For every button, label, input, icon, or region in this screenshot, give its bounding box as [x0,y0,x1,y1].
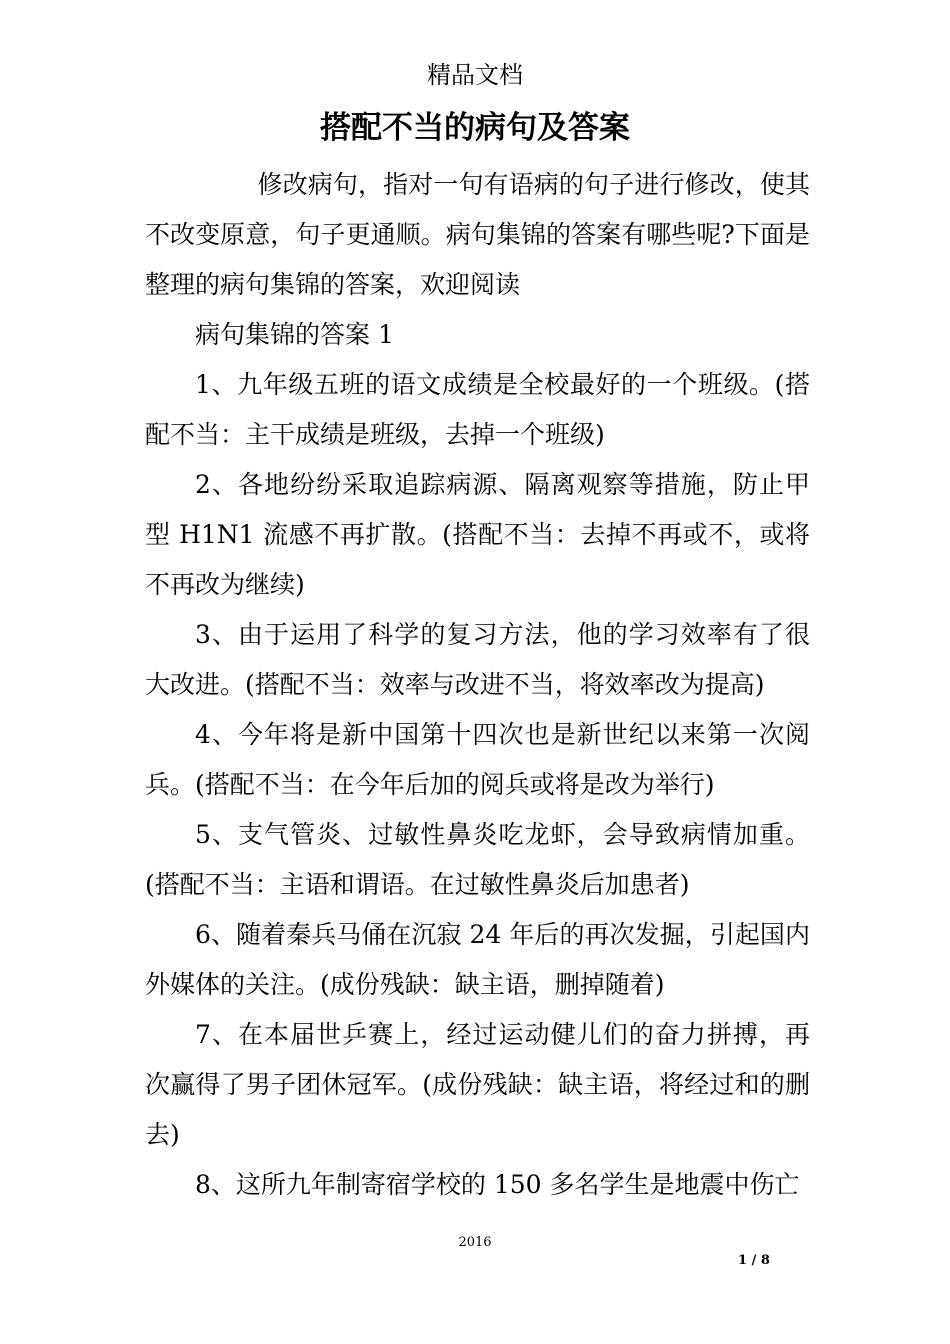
item-paragraph-2: 2、各地纷纷采取追踪病源、隔离观察等措施，防止甲型 H1N1 流感不再扩散。(搭配不当：去掉不再或不，或将不再改为继续) [145,470,810,599]
item-paragraph-5: 5、支气管炎、过敏性鼻炎吃龙虾，会导致病情加重。(搭配不当：主语和谓语。在过敏性鼻炎后加患者) [145,820,810,899]
document-body [145,160,810,1210]
footer-year: 2016 [458,1235,492,1250]
item-paragraph-8: 8、这所九年制寄宿学校的 150 多名学生是地震中伤亡 [195,1170,800,1199]
item-paragraph-4: 4、今年将是新中国第十四次也是新世纪以来第一次阅兵。(搭配不当：在今年后加的阅兵或将是改为举行) [145,720,810,799]
page-number: 1 / 8 [738,1253,770,1268]
page-header: 精品文档 [427,61,523,89]
item-paragraph-3: 3、由于运用了科学的复习方法，他的学习效率有了很大改进。(搭配不当：效率与改进不当，将效率改为提高) [145,620,810,699]
section-heading: 病句集锦的答案 1 [195,320,394,349]
intro-paragraph: 修改病句，指对一句有语病的句子进行修改，使其不改变原意，句子更通顺。病句集锦的答案有哪些呢?下面是整理的病句集锦的答案，欢迎阅读 [145,170,810,299]
item-paragraph-1: 1、九年级五班的语文成绩是全校最好的一个班级。(搭配不当：主干成绩是班级，去掉一个班级) [145,370,810,449]
item-paragraph-6: 6、随着秦兵马俑在沉寂 24 年后的再次发掘，引起国内外媒体的关注。(成份残缺：缺主语，删掉随着) [145,920,810,999]
document-title: 搭配不当的病句及答案 [320,110,630,146]
item-paragraph-7: 7、在本届世乒赛上，经过运动健儿们的奋力拼搏，再次赢得了男子团休冠军。(成份残缺：缺主语，将经过和的删去) [145,1020,810,1149]
